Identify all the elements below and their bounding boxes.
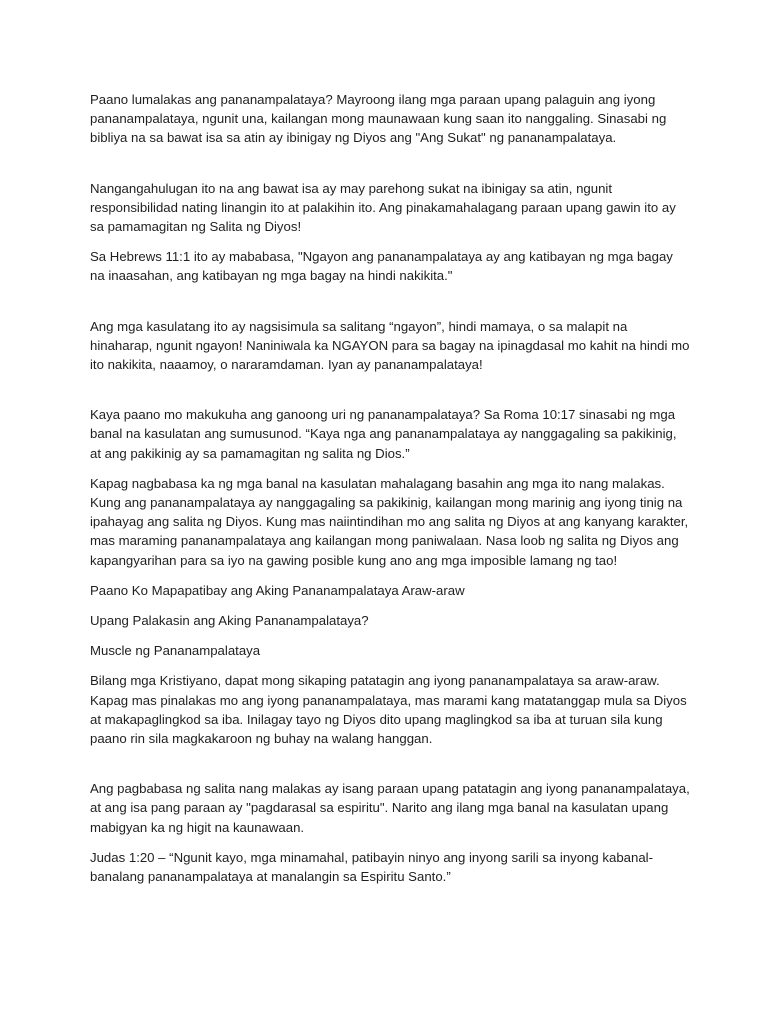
- paragraph-6: Kapag nagbabasa ka ng mga banal na kasulatan mahalagang basahin ang mga ito nang malakas. Kung ang pananampalataya ay nanggagaling sa pakikinig, kailangan mong marinig ang iyong tinig na ipahayag ang salita ng Diyos. Kung mas naiintindihan mo ang salita ng Diyos at ang kanyang karakter, mas maraming pananampalataya ang kailangan mong paniwalaan. Nasa loob ng salita ng Diyos ang kapangyarihan para sa iyo na gawing posible kung ano ang mga imposible lamang ng tao!: [90, 475, 689, 568]
- paragraph-1: Paano lumalakas ang pananampalataya? Mayroong ilang mga paraan upang palaguin ang iyong pananampalataya, ngunit una, kailangan mong maunawaan kung saan ito nanggaling. Sinasabi ng bibliya na sa bawat isa sa atin ay ibinigay ng Diyos ang "Ang Sukat" ng pananampalataya.: [90, 92, 667, 146]
- subheading-2: Upang Palakasin ang Aking Pananampalataya?: [90, 613, 369, 629]
- document-page: [90, 90, 690, 886]
- paragraph-4: Ang mga kasulatang ito ay nagsisimula sa salitang “ngayon”, hindi mamaya, o sa malapit na hinaharap, ngunit ngayon! Naniniwala ka NGAYON para sa bagay na ipinagdasal mo kahit na hindi mo ito nakikita, naaamoy, o nararamdaman. Iyan ay pananampalataya!: [90, 318, 690, 373]
- subheading-3: Muscle ng Pananampalataya: [90, 643, 261, 659]
- paragraph-8: Ang pagbabasa ng salita nang malakas ay isang paraan upang patatagin ang iyong pananampalataya, at ang isa pang paraan ay "pagdarasal sa espiritu". Narito ang ilang mga banal na kasulatan upang mabigyan ka ng higit na kaunawaan.: [90, 781, 690, 835]
- paragraph-2: Nangangahulugan ito na ang bawat isa ay may parehong sukat na ibinigay sa atin, ngunit responsibilidad nating linangin ito at palakihin ito. Ang pinakamahalagang paraan upang gawin ito ay sa pamamagitan ng Salita ng Diyos!: [90, 180, 676, 235]
- paragraph-9: Judas 1:20 – “Ngunit kayo, mga minamahal, patibayin ninyo ang inyong sarili sa inyong kabanal-banalang pananampalataya at manalangin sa Espiritu Santo.”: [90, 849, 653, 885]
- paragraph-7: Bilang mga Kristiyano, dapat mong sikaping patatagin ang iyong pananampalataya sa araw-araw. Kapag mas pinalakas mo ang iyong pananampalataya, mas marami kang matatanggap mula sa Diyos at makapaglingkod sa iba. Inilagay tayo ng Diyos dito upang maglingkod sa iba at turuan sila kung paano rin sila magkakaroon ng buhay na walang hanggan.: [90, 673, 687, 747]
- paragraph-5: Kaya paano mo makukuha ang ganoong uri ng pananampalataya? Sa Roma 10:17 sinasabi ng mga banal na kasulatan ang sumusunod. “Kaya nga ang pananampalataya ay nanggagaling sa pakikinig, at ang pakikinig ay sa pamamagitan ng salita ng Dios.”: [90, 407, 677, 461]
- paragraph-3: Sa Hebrews 11:1 ito ay mababasa, "Ngayon ang pananampalataya ay ang katibayan ng mga bagay na inaasahan, ang katibayan ng mga bagay na hindi nakikita.": [90, 249, 673, 284]
- subheading-1: Paano Ko Mapapatibay ang Aking Pananampalataya Araw-araw: [90, 582, 465, 598]
